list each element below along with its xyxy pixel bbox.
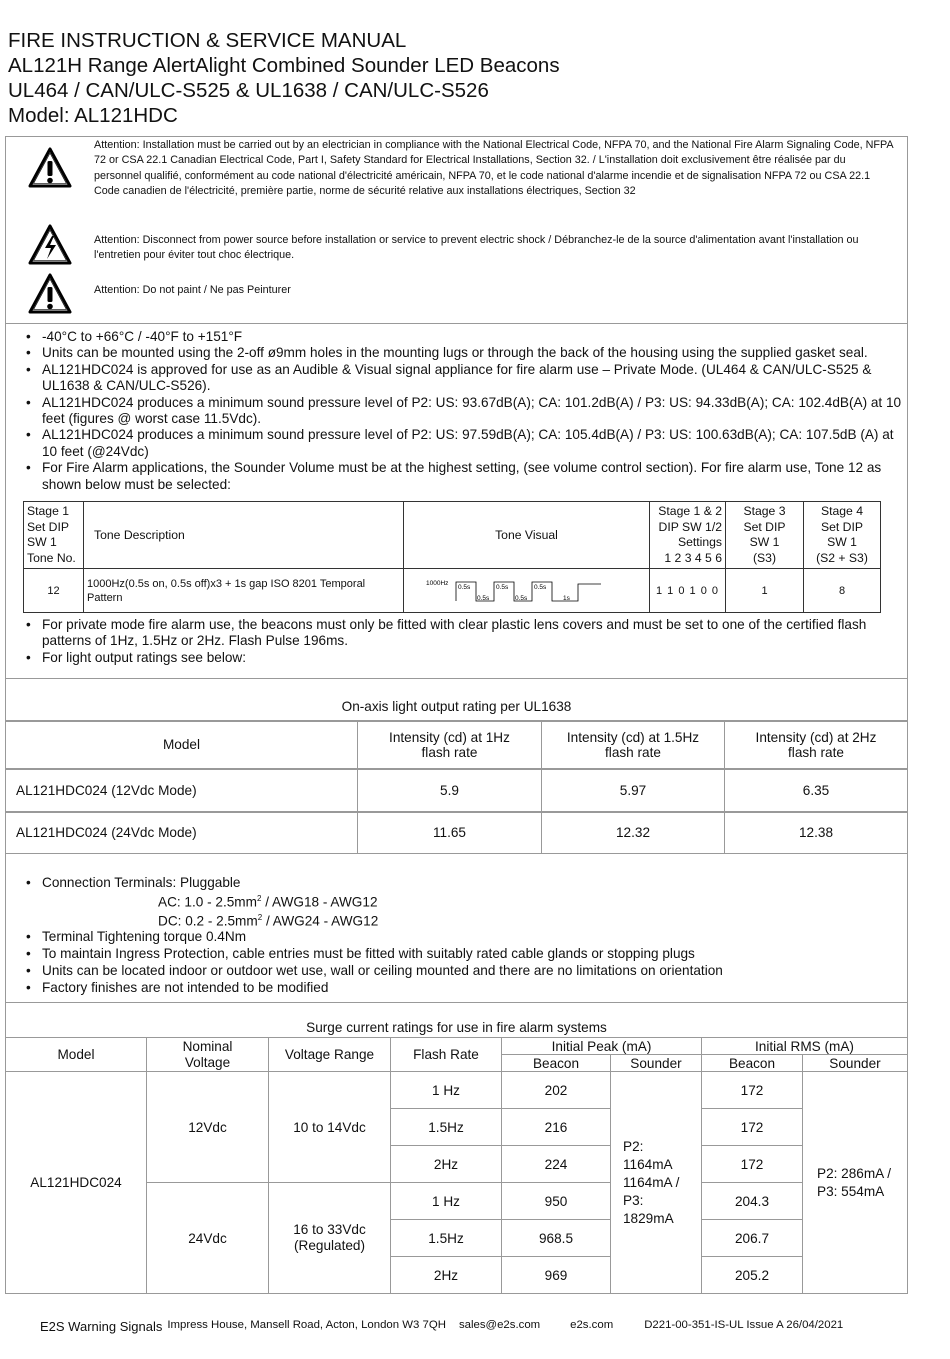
flash-rate-cell: 1 Hz [391,1183,502,1220]
rms-beacon-cell: 172 [702,1072,803,1109]
header-rms-sounder: Sounder [803,1055,908,1072]
rms-sounder-cell: P2: 286mA / P3: 554mA [803,1072,908,1294]
peak-beacon-cell: 202 [502,1072,611,1109]
header-tone-visual: Tone Visual [404,502,650,569]
list-item: • For light output ratings see below: [6,650,906,666]
page-footer [40,1319,843,1334]
list-item: • Units can be mounted using the 2-off ø9mm holes in the mounting lugs or through the back of the housing using the supplied gasket seal. [6,345,906,361]
model-cell: AL121HDC024 [6,1072,147,1294]
svg-text:0.5s: 0.5s [534,583,547,591]
rms-beacon-cell: 206.7 [702,1220,803,1257]
rms-beacon-cell: 204.3 [702,1183,803,1220]
header-dip-settings: Stage 1 & 2 DIP SW 1/2 Settings 1 2 3 4 5 6 [650,502,726,569]
stage4-value: 8 [804,569,881,613]
table-row [6,1072,908,1109]
svg-text:0.5s: 0.5s [458,583,471,591]
value-cell: 12.38 [725,812,908,854]
header-flash-rate: Flash Rate [391,1038,502,1072]
header-peak-beacon: Beacon [502,1055,611,1072]
list-item: • For Fire Alarm applications, the Sounder Volume must be at the highest setting, (see volume control section). For fire alarm use, Tone 12 as shown below must be selected: [6,460,906,493]
warning-triangle-icon [28,272,72,316]
warnings-box [5,136,908,323]
list-item: • AL121HDC024 produces a minimum sound pressure level of P2: US: 93.67dB(A); CA: 101.2dB(A) / P3: US: 94.33dB(A); CA: 102.4dB(A) at 10 feet (figures @ worst case 11.5Vdc). [6,395,906,428]
installation-section [5,852,908,1002]
surge-table-title: Surge current ratings for use in fire alarm systems [6,1003,908,1038]
header-tone-description: Tone Description [84,502,404,569]
svg-text:1000Hz: 1000Hz [426,579,449,587]
list-item: • Units can be located indoor or outdoor wet use, wall or ceiling mounted and there are no limitations on orientation [6,962,906,979]
peak-beacon-cell: 968.5 [502,1220,611,1257]
document-reference: D221-00-351-IS-UL Issue A 26/04/2021 [644,1319,844,1331]
table-header-row [24,502,881,569]
warning-electric [6,233,894,267]
product-range: AL121H Range AlertAlight Combined Sounder LED Beacons [8,54,560,77]
rms-beacon-cell: 172 [702,1146,803,1183]
list-item: • Factory finishes are not intended to be modified [6,979,906,996]
header-initial-rms: Initial RMS (mA) [702,1038,908,1055]
header-nominal-voltage: Nominal Voltage [147,1038,269,1072]
table-title-row [6,1003,908,1038]
list-item: • -40°C to +66°C / -40°F to +151°F [6,329,906,345]
lens-list [6,617,906,666]
header-stage3: Stage 3 Set DIP SW 1 (S3) [726,502,804,569]
flash-rate-cell: 1.5Hz [391,1220,502,1257]
electric-shock-warning-icon [28,223,72,267]
model-cell: AL121HDC024 (24Vdc Mode) [6,812,358,854]
warning-paint [6,283,894,316]
header-model: Model [6,721,358,769]
peak-sounder-cell: P2: 1164mA 1164mA / P3: 1829mA [611,1072,702,1294]
header-voltage-range: Voltage Range [269,1038,391,1072]
svg-text:0.5s: 0.5s [477,594,490,602]
tone-number: 12 [24,569,84,613]
flash-rate-cell: 2Hz [391,1146,502,1183]
svg-text:0.5s: 0.5s [496,583,509,591]
spec-list [6,329,906,493]
header-rms-beacon: Beacon [702,1055,803,1072]
header-1-5hz: Intensity (cd) at 1.5Hz flash rate [542,721,725,769]
company-website: e2s.com [570,1319,614,1331]
stage3-value: 1 [726,569,804,613]
dip-settings: 1 1 0 1 0 0 [650,569,726,613]
header-initial-peak: Initial Peak (mA) [502,1038,702,1055]
table-row [24,569,881,613]
header-1hz: Intensity (cd) at 1Hz flash rate [358,721,542,769]
value-cell: 5.9 [358,769,542,812]
value-cell: 5.97 [542,769,725,812]
list-item: • AL121HDC024 produces a minimum sound pressure level of P2: US: 97.59dB(A); CA: 105.4dB(A) / P3: US: 100.63dB(A); CA: 107.5dB (A) at 10 feet (@24Vdc) [6,427,906,460]
header-2hz: Intensity (cd) at 2Hz flash rate [725,721,908,769]
table-header-row [6,721,908,769]
voltage-range-cell: 16 to 33Vdc (Regulated) [269,1183,391,1294]
flash-rate-cell: 1 Hz [391,1072,502,1109]
light-table-title: On-axis light output rating per UL1638 [6,679,908,721]
svg-text:0.5s: 0.5s [515,594,528,602]
voltage-range-cell: 10 to 14Vdc [269,1072,391,1183]
dc-terminal-spec: DC: $0.2 - 2.5mm^2 / AWG24 - AWG12$ [158,912,379,929]
installation-list [6,874,906,996]
document-header [8,28,560,128]
value-cell: 11.65 [358,812,542,854]
svg-text:1s: 1s [563,594,570,602]
table-row [6,769,908,812]
header-model: Model [6,1038,147,1072]
header-peak-sounder: Sounder [611,1055,702,1072]
tone-waveform [426,575,626,607]
warning-text: Attention: Installation must be carried out by an electrician in compliance with the National Electrical Code, NFPA 70, and the National Fire Alarm Signaling Code, NFPA 72 or CSA 22.1 Canadian Electrical Code, Part I, Safety Standard for Electrical Installations, Section 32. / L'installation doit exclusivement être réalisée par du personnel qualifié, conformément au code national d'électricité américain, NFPA 70, et le code national d'alarme incendie et de signalisation NFPA 72 ou CSA 22.1 Code canadien de l'électricité, première partie, norme de sécurité relative aux installations électriques, Section 32 [94,139,893,197]
light-output-table [5,678,908,854]
warning-text: Attention: Do not paint / Ne pas Peinturer [94,284,291,296]
company-address: Impress House, Mansell Road, Acton, London W3 7QH [167,1319,446,1331]
table-header-row [6,1038,908,1055]
flash-rate-cell: 1.5Hz [391,1109,502,1146]
surge-current-table [5,1002,908,1294]
nominal-voltage-cell: 12Vdc [147,1072,269,1183]
list-item: • Terminal Tightening torque 0.4Nm [6,928,906,945]
peak-beacon-cell: 224 [502,1146,611,1183]
tone-visual [404,569,650,613]
model: Model: AL121HDC [8,104,178,127]
rms-beacon-cell: 205.2 [702,1257,803,1294]
ac-terminal-spec: AC: $1.0 - 2.5mm^2 / AWG18 - AWG12$ [158,894,378,910]
company-email: sales@e2s.com [458,1319,541,1331]
table-title-row [6,679,908,721]
peak-beacon-cell: 950 [502,1183,611,1220]
header-stage4: Stage 4 Set DIP SW 1 (S2 + S3) [804,502,881,569]
table-row [6,812,908,854]
list-item: • For private mode fire alarm use, the beacons must only be fitted with clear plastic lens covers and must be set to one of the certified flash patterns of 1Hz, 1.5Hz or 2Hz. Flash Pulse 196ms. [6,617,906,650]
manual-title: FIRE INSTRUCTION & SERVICE MANUAL [8,29,407,52]
peak-beacon-cell: 969 [502,1257,611,1294]
nominal-voltage-cell: 24Vdc [147,1183,269,1294]
warning-installation [6,138,894,199]
value-cell: 12.32 [542,812,725,854]
list-item: • AL121HDC024 is approved for use as an Audible & Visual signal appliance for fire alarm use – Private Mode. (UL464 & CAN/ULC-S525 & UL1638 & CAN/ULC-S526). [6,362,906,395]
model-cell: AL121HDC024 (12Vdc Mode) [6,769,358,812]
tone-description: 1000Hz(0.5s on, 0.5s off)x3 + 1s gap ISO 8201 Temporal Pattern [84,569,404,613]
warning-text: Attention: Disconnect from power source before installation or service to prevent electric shock / Débranchez-le de la source d'alimentation avant l'installation ou l'entretien pour éviter tout choc électrique. [94,234,859,262]
company-name: E2S Warning Signals [40,1319,163,1334]
value-cell: 6.35 [725,769,908,812]
tone-table [23,501,881,613]
standards: UL464 / CAN/ULC-S525 & UL1638 / CAN/ULC-S526 [8,79,489,102]
flash-rate-cell: 2Hz [391,1257,502,1294]
list-item: • Connection Terminals: Pluggable AC: $1.0 - 2.5mm^2 / AWG18 - AWG12$ DC: $0.2 - 2.5mm^2 / AWG24 - AWG12$ [6,874,906,928]
list-item: • To maintain Ingress Protection, cable entries must be fitted with suitably rated cable glands or stopping plugs [6,945,906,962]
header-tone-no: Stage 1 Set DIP SW 1 Tone No. [24,502,84,569]
peak-beacon-cell: 216 [502,1109,611,1146]
warning-triangle-icon [28,146,72,190]
rms-beacon-cell: 172 [702,1109,803,1146]
